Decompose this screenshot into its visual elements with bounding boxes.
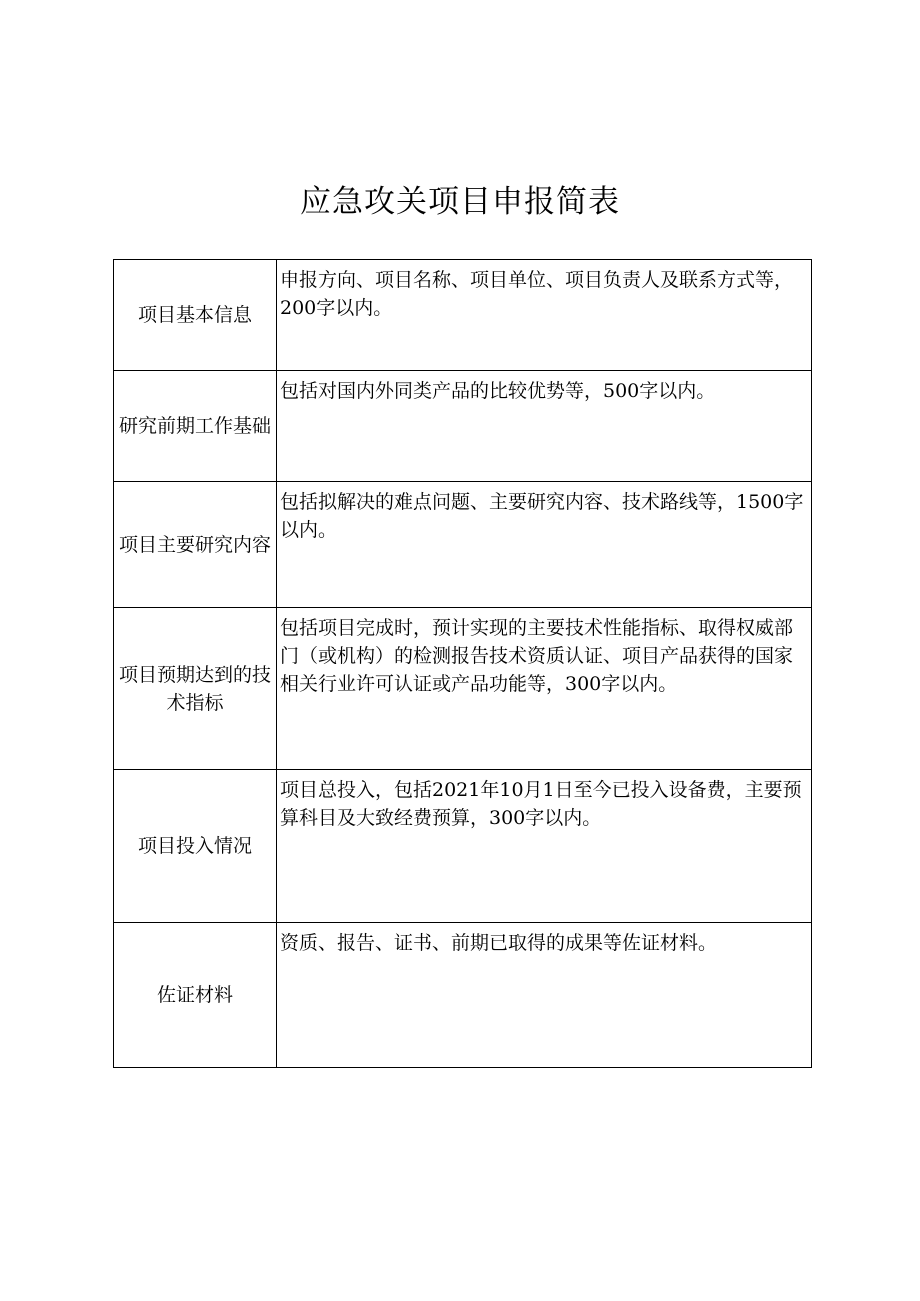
table-row-research-content xyxy=(114,482,812,608)
row-content: 项目总投入，包括2021年10月1日至今已投入设备费，主要预算科目及大致经费预算，300字以内。 xyxy=(277,770,812,923)
row-content: 包括项目完成时，预计实现的主要技术性能指标、取得权威部门（或机构）的检测报告技术资质认证、项目产品获得的国家相关行业许可认证或产品功能等，300字以内。 xyxy=(277,608,812,770)
row-content: 申报方向、项目名称、项目单位、项目负责人及联系方式等，200字以内。 xyxy=(277,260,812,371)
row-content: 资质、报告、证书、前期已取得的成果等佐证材料。 xyxy=(277,923,812,1068)
table-row-supporting-materials xyxy=(114,923,812,1068)
table-row-technical-targets xyxy=(114,608,812,770)
row-label: 项目预期达到的技术指标 xyxy=(114,608,277,770)
table-row-investment xyxy=(114,770,812,923)
row-label: 佐证材料 xyxy=(114,923,277,1068)
row-label: 项目主要研究内容 xyxy=(114,482,277,608)
row-label: 研究前期工作基础 xyxy=(114,371,277,482)
row-label: 项目投入情况 xyxy=(114,770,277,923)
table-row-basic-info xyxy=(114,260,812,371)
row-content: 包括对国内外同类产品的比较优势等，500字以内。 xyxy=(277,371,812,482)
page-title: 应急攻关项目申报简表 xyxy=(300,184,620,220)
table-row-prior-work xyxy=(114,371,812,482)
application-form-table xyxy=(113,259,812,1068)
row-content: 包括拟解决的难点问题、主要研究内容、技术路线等，1500字以内。 xyxy=(277,482,812,608)
row-label: 项目基本信息 xyxy=(114,260,277,371)
